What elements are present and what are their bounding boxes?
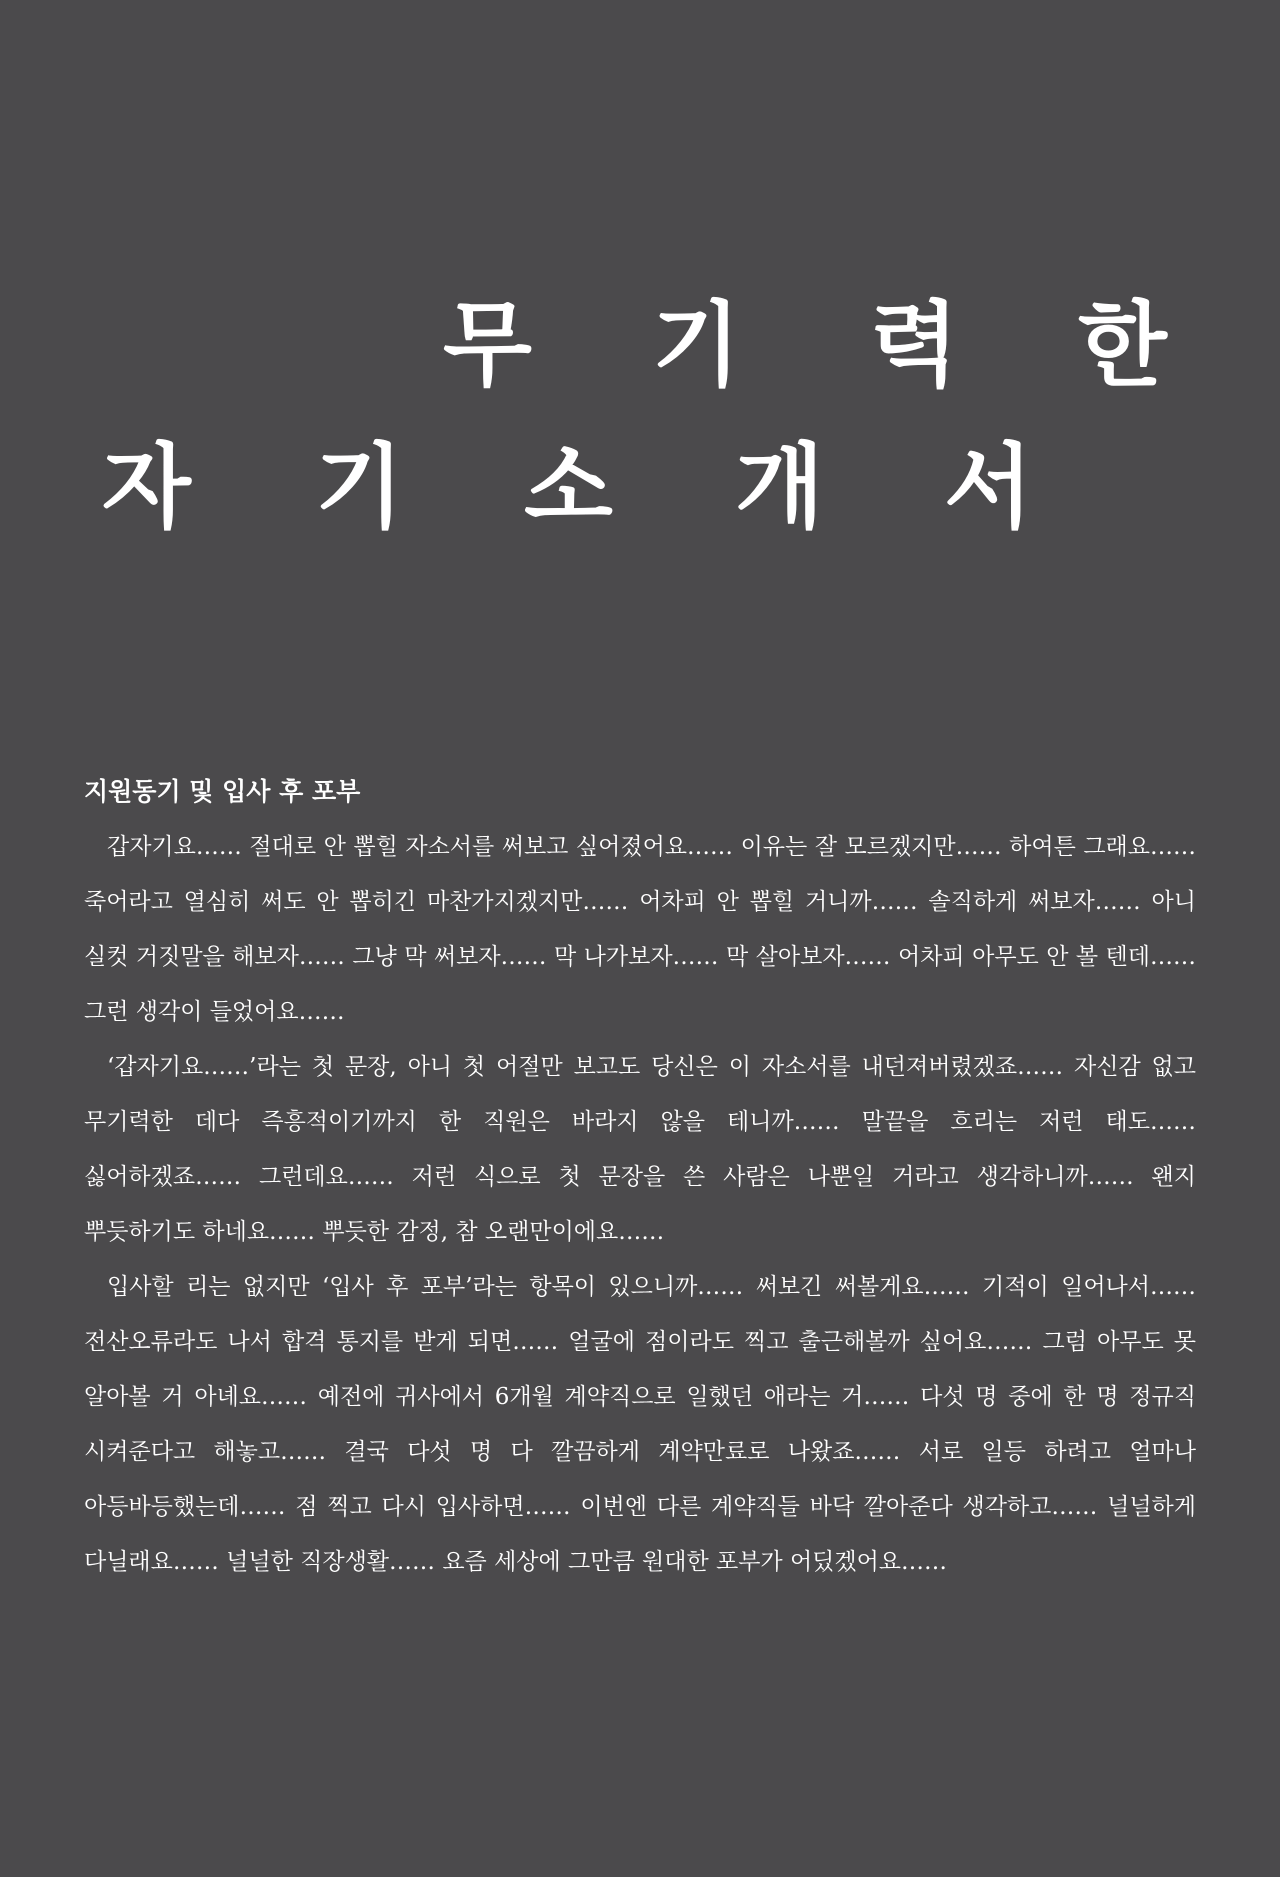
title-char: 기 [315, 434, 404, 541]
essay-paragraph: ‘갑자기요……’라는 첫 문장, 아니 첫 어절만 보고도 당신은 이 자소서를 내던져버렸겠죠…… 자신감 없고 무기력한 데다 즉흥적이기까지 한 직원은 바라지 않을 테니까…… 말끝을 흐리는 저런 태도…… 싫어하겠죠…… 그런데요…… 저런 식으로 첫 문장을 쓴 사람은 나뿐일 거라고 생각하니까…… 왠지 뿌듯하기도 하네요…… 뿌듯한 감정, 참 오랜만이에요…… [84, 1054, 1196, 1245]
title-char: 기 [652, 292, 741, 399]
book-title [0, 0, 1280, 620]
title-char: 자 [102, 434, 191, 541]
section-heading: 지원동기 및 입사 후 포부 [84, 777, 361, 806]
title-char: 한 [1078, 292, 1167, 399]
title-char: 개 [735, 434, 824, 541]
essay-paragraph: 갑자기요…… 절대로 안 뽑힐 자소서를 써보고 싶어졌어요…… 이유는 잘 모르겠지만…… 하여튼 그래요…… 죽어라고 열심히 써도 안 뽑히긴 마찬가지겠지만…… 어차피 안 뽑힐 거니까…… 솔직하게 써보자…… 아니 실컷 거짓말을 해보자…… 그냥 막 써보자…… 막 나가보자…… 막 살아보자…… 어차피 아무도 안 볼 텐데…… 그런 생각이 들었어요…… [84, 834, 1196, 1025]
title-char: 무 [443, 292, 532, 399]
title-char: 서 [944, 434, 1033, 541]
title-char: 소 [524, 434, 613, 541]
essay-paragraph: 입사할 리는 없지만 ‘입사 후 포부’라는 항목이 있으니까…… 써보긴 써볼게요…… 기적이 일어나서…… 전산오류라도 나서 합격 통지를 받게 되면…… 얼굴에 점이라도 찍고 출근해볼까 싶어요…… 그럼 아무도 못 알아볼 거 아녜요…… 예전에 귀사에서 6개월 계약직으로 일했던 애라는 거…… 다섯 명 중에 한 명 정규직 시켜준다고 해놓고…… 결국 다섯 명 다 깔끔하게 계약만료로 나왔죠…… 서로 일등 하려고 얼마나 아등바등했는데…… 점 찍고 다시 입사하면…… 이번엔 다른 계약직들 바닥 깔아준다 생각하고…… 널널하게 다닐래요…… 널널한 직장생활…… 요즘 세상에 그만큼 원대한 포부가 어딨겠어요…… [84, 1274, 1196, 1575]
title-char: 력 [870, 292, 959, 399]
essay-section [84, 772, 1196, 1590]
